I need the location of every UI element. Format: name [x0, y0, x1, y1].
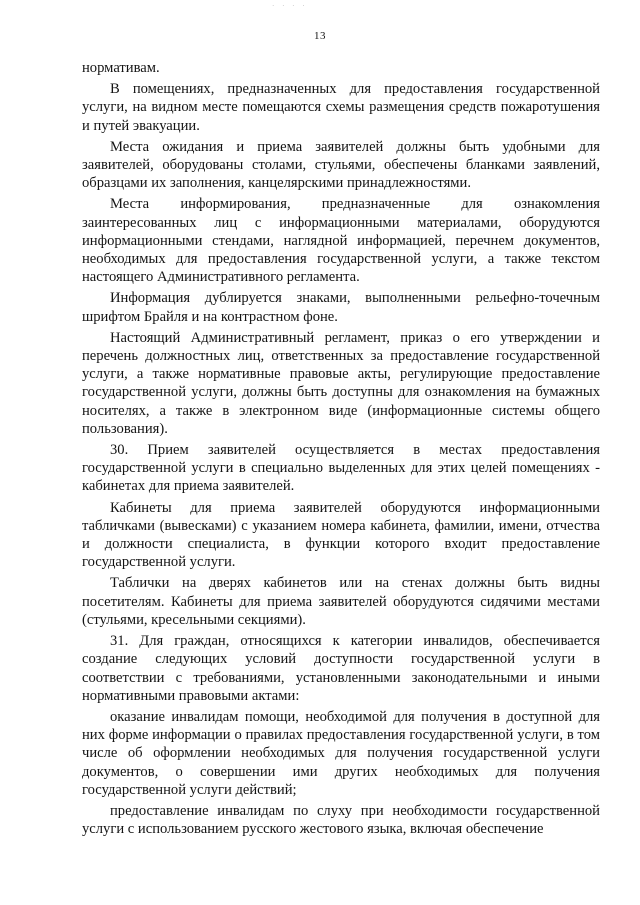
paragraph-office-signs: Кабинеты для приема заявителей оборудуются информационными табличками (вывесками) с указанием номера кабинета, фамилии, имени, отчества и должности специалиста, в функции которого входит предоставление государственной услуги.: [82, 499, 600, 571]
paragraph-regulation-availability: Настоящий Административный регламент, приказ о его утверждении и перечень должностных лиц, ответственных за предоставление государственной услуги, а также нормативные правовые акты, регулирующие предоставление государственной услуги, должны быть доступны для ознакомления на бумажных носителях, а также в электронном виде (информационные системы общего пользования).: [82, 329, 600, 437]
paragraph-assistance: оказание инвалидам помощи, необходимой для получения в доступной для них форме информации о правилах предоставления государственной услуги, в том числе об оформлении необходимых для получения государственной услуги документов, о совершении ими других необходимых для получения государственной услуги действий;: [82, 708, 600, 798]
paragraph-item-30: 30. Прием заявителей осуществляется в местах предоставления государственной услуги в специально выделенных для этих целей помещениях - кабинетах для приема заявителей.: [82, 442, 600, 495]
paragraph-item-31: 31. Для граждан, относящихся к категории инвалидов, обеспечивается создание следующих условий доступности государственной услуги в соответствии с требованиями, установленными законодательными и иными нормативными правовыми актами:: [82, 633, 600, 704]
paragraph-evacuation-schemes: В помещениях, предназначенных для предоставления государственной услуги, на видном месте помещаются схемы размещения средств пожаротушения и путей эвакуации.: [82, 81, 600, 134]
scan-artifact: · · · ·: [272, 2, 308, 10]
paragraph-sign-language: предоставление инвалидам по слуху при необходимости государственной услуги с использованием русского жестового языка, включая обеспечение: [82, 802, 600, 838]
paragraph-information-places: Места информирования, предназначенные для ознакомления заинтересованных лиц с информационными материалами, оборудуются информационными стендами, наглядной информацией, перечнем документов, необходимых для предоставления государственной услуги, а также текстом настоящего Административного регламента.: [82, 196, 600, 286]
paragraph-continuation: нормативам.: [82, 60, 160, 76]
page-number: 13: [314, 30, 326, 42]
paragraph-braille: Информация дублируется знаками, выполненными рельефно-точечным шрифтом Брайля и на контрастном фоне.: [82, 290, 600, 325]
paragraph-waiting-areas: Места ожидания и приема заявителей должны быть удобными для заявителей, оборудованы столами, стульями, обеспечены бланками заявлений, образцами их заполнения, канцелярскими принадлежностями.: [82, 138, 600, 192]
document-body: [82, 59, 600, 838]
paragraph-door-plates: Таблички на дверях кабинетов или на стенах должны быть видны посетителям. Кабинеты для приема заявителей оборудуются сидячими местами (стульями, кресельными секциями).: [82, 575, 600, 628]
